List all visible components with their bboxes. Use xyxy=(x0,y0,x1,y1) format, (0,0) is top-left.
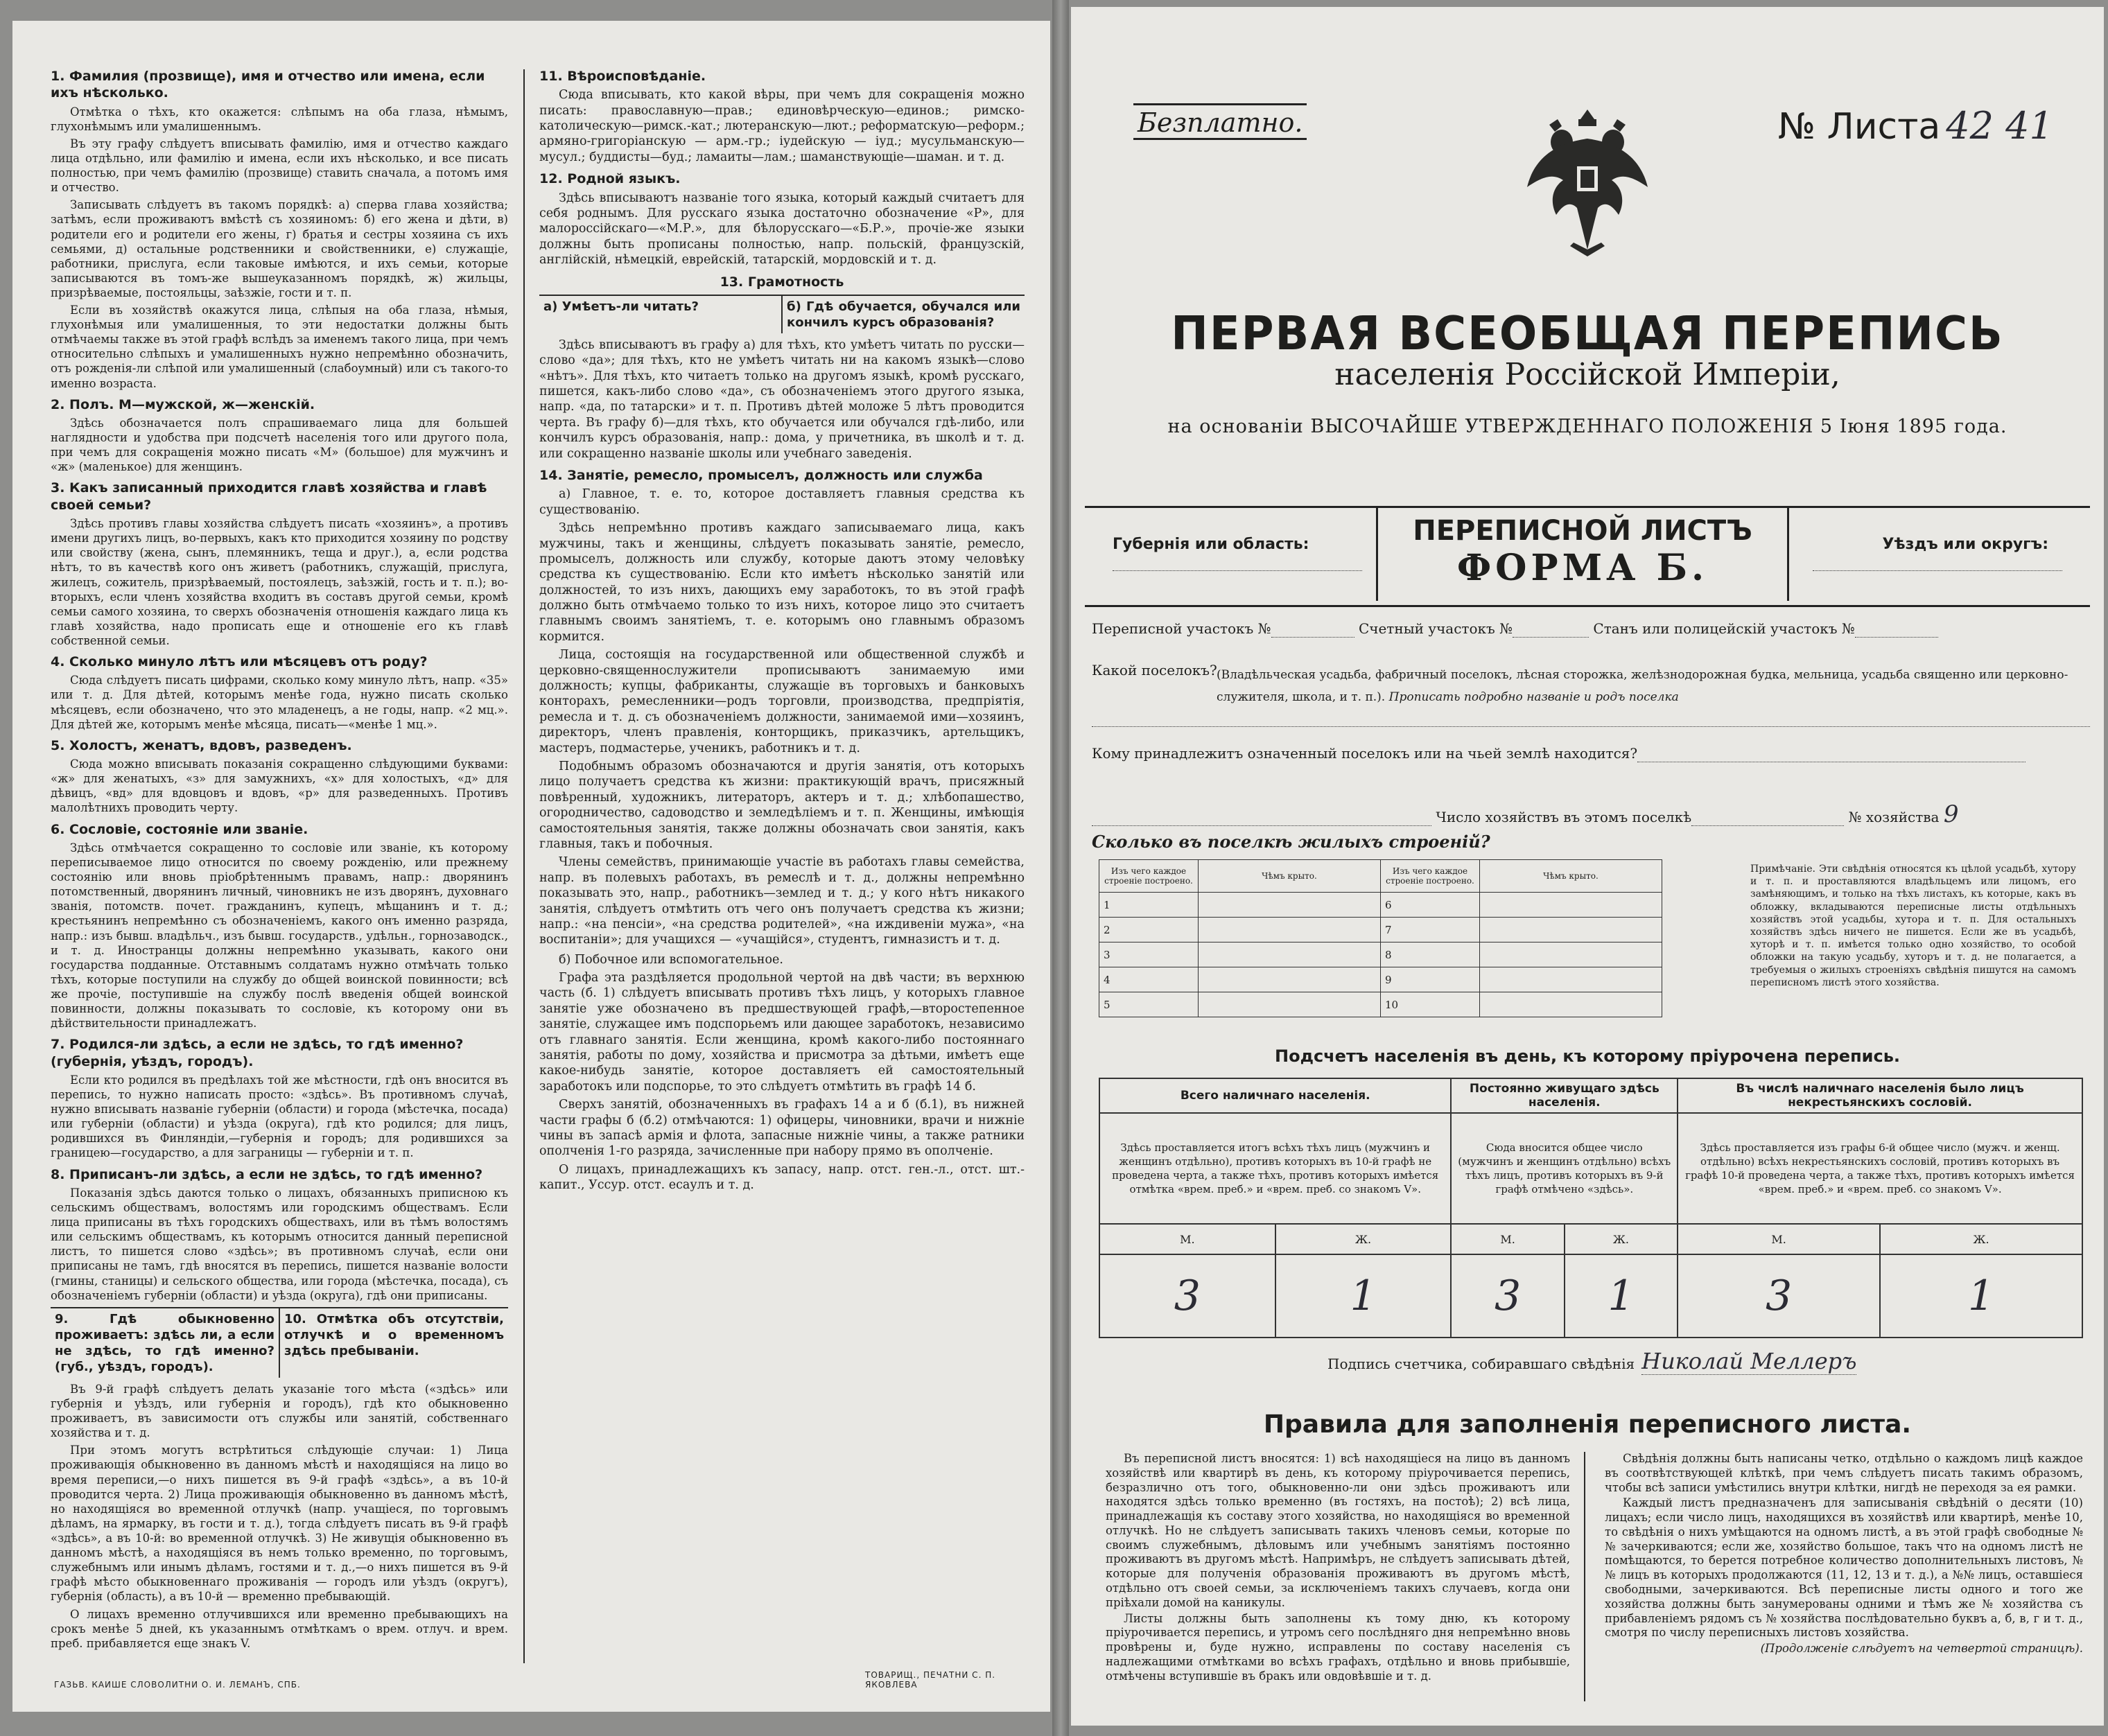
bt-cell[interactable] xyxy=(1480,893,1662,918)
instructions-column-2 xyxy=(539,62,1025,1198)
form-header xyxy=(1085,506,2090,607)
gubernia-field[interactable] xyxy=(1113,570,1362,571)
section-paragraph: Сверхъ занятій, обозначенныхъ въ графахъ 14 а и б (б.1), въ нижней части графы б (б.2) отмѣчаются: 1) офицеры, чиновники, врачи и нижніе чины въ запасѣ армія и флота, запасные нижніе чины, а также ратники ополченія 1-го разряда, зачисленные при набору прямо въ ополченіе. xyxy=(539,1098,1025,1159)
bt-cell[interactable] xyxy=(1199,918,1381,942)
section-paragraph: Здѣсь непремѣнно противъ каждаго записываемаго лица, какъ мужчины, такъ и женщины, слѣдуетъ показывать занятіе, ремесло, промыселъ, должность или службу, которые даютъ этому человѣку средства къ существованію. Если кто имѣетъ нѣсколько занятій или должностей, то изъ нихъ, дающихъ ему заработокъ, то въ этой графѣ должно быть отмѣчаемо только то изъ нихъ, которое лицо это считаетъ главнымъ своимъ занятіемъ, т. е. которымъ оно главнымъ образомъ кормится. xyxy=(539,521,1025,644)
bt-cell[interactable] xyxy=(1199,942,1381,967)
section-title: 12. Родной языкъ. xyxy=(539,171,681,187)
instructions-column-1 xyxy=(51,62,508,1655)
instruction-section xyxy=(539,337,1025,462)
section-paragraph: б) Побочное или вспомогательное. xyxy=(559,952,783,967)
section-title: 14. Занятіе, ремесло, промыселъ, должность или служба xyxy=(539,468,983,484)
bt-row-number: 9 xyxy=(1381,967,1480,992)
section-title: 2. Полъ. М—мужской, ж—женскій. xyxy=(51,396,315,412)
enumerator-signature-row xyxy=(1327,1348,1856,1374)
bt-cell[interactable] xyxy=(1480,967,1662,992)
bt-cell[interactable] xyxy=(1199,992,1381,1017)
section-paragraph: Сюда вписывать, кто какой вѣры, при чемъ для сокращенія можно писать: православную—прав.; единовѣрческую—единов.; римско-католическую—римск.-кат.; лютеранскую—лют.; реформатскую—реформ.; армяно-григоріанскую — арм.-гр.; іудейскую — іуд.; мусульманскую—мусул.; буддисты—буд.; ламаиты—лам.; шаманствующіе—шаман. и т. д. xyxy=(539,88,1025,164)
section-title: 3. Какъ записанный приходится главѣ хозяйства и главѣ своей семьи? xyxy=(51,480,487,513)
households-lead xyxy=(1092,809,1431,826)
section-paragraph: Здѣсь вписываютъ названіе того языка, который каждый считаетъ для себя роднымъ. Для русскаго языка достаточно обозначение «Р», для малороссійскаго—«М.Р.», для бѣлорусскаго—«Б.Р.», прочіе-же языки должны быть прописаны полностью, напр. польскій, французскій, англійскій, нѣмецкій, еврейскій, татарскій, мордовскій и т. д. xyxy=(539,191,1025,268)
form-b-label: ФОРМА Б. xyxy=(1456,547,1709,589)
household-number-handwritten: 9 xyxy=(1943,800,1959,828)
bt-cell[interactable] xyxy=(1480,942,1662,967)
instruction-section xyxy=(51,737,508,816)
bt-row-number: 4 xyxy=(1099,967,1199,992)
households-row xyxy=(1092,800,1958,828)
census-title: ПЕРВАЯ ВСЕОБЩАЯ ПЕРЕПИСЬ xyxy=(1171,307,2004,361)
buildings-note: Примѣчаніе. Эти свѣдѣнія относятся къ цѣлой усадьбѣ, хутору и т. п. и проставляются владѣльцемъ или лицомъ, его замѣняющимъ, и только на тѣхъ листахъ, къ которые, какъ въ обложку, вкладываются переписные листы отдѣльныхъ хозяйствъ этой усадьбы, хутора и т. п. Для остальныхъ хозяйствъ здѣсь ничего не пишется. Если же въ усадьбѣ, хуторѣ и т. п. имѣется только одно хозяйство, то особой обложки на такую усадьбу, хуторъ и т. д. не полагается, а требуемыя о жилыхъ строеніяхъ свѣдѣнія пишутся на самомъ переписномъ листѣ этого хозяйства. xyxy=(1750,863,2076,988)
instruction-section xyxy=(51,1382,508,1651)
section-paragraph: Здѣсь обозначается полъ спрашиваемаго лица для большей наглядности и удобства при подсчетѣ населенія того или другого пола, при чемъ для сокращенія можно писать «М» (большое) для мужчинъ и «ж» (маленькое) для женщинъ. xyxy=(51,417,508,474)
section-title: 8. Приписанъ-ли здѣсь, а если не здѣсь, то гдѣ именно? xyxy=(51,1166,483,1182)
pt-resident-male[interactable]: 3 xyxy=(1451,1254,1564,1338)
section-paragraph: Здѣсь отмѣчается сокращенно то сословіе или званіе, къ которому переписываемое лицо относится по своему рожденію, или прежнему состоянію или вновь пріобрѣтеннымъ правамъ, напр.: дворянинъ потомственный, дворянинъ личный, чиновникъ не изъ дворянъ, духовнаго званія, потомств. почет. гражданинъ, купецъ, мѣщанинъ и т. д.; крестьянинъ непремѣнно съ обозначеніемъ, какого онъ именно разряда, напр.: изъ бывш. владѣльч., изъ бывш. государств., удѣльн., горнозаводск., и т. д. Иностранцы должны непремѣнно указывать, какого они государства подданные. Отставнымъ солдатамъ нужно отмѣчать только тѣхъ, которые поступили на службу до общей воинской повинности; всѣ же прочіе, поступившіе на службу послѣ введенія общей воинской повинности, должны показывать то сословіе, къ которому они въ дѣйствительности принадлежатъ. xyxy=(51,841,508,1031)
bt-material-header: Изъ чего каждое строеніе построено. xyxy=(1099,860,1199,893)
instruction-section xyxy=(539,170,1025,268)
pt-header-nonpeasant: Въ числѣ наличнаго населенія было лицъ некрестьянскихъ сословій. xyxy=(1678,1078,2082,1113)
census-district-label: Переписной участокъ № xyxy=(1092,620,1271,637)
household-number-label: № хозяйства xyxy=(1848,809,1940,825)
section-paragraph: Здѣсь вписываютъ въ графу а) для тѣхъ, кто умѣетъ читать по русски—слово «да»; для тѣхъ, кто не умѣетъ читать ни на какомъ языкѣ—слово «нѣтъ». Для тѣхъ, кто читаетъ только на другомъ языкѣ, кромѣ русскаго, пишется, какъ-либо слово «да», съ обозначеніемъ этого другого языка, напр. «да, по татарски» и т. п. Противъ дѣтей моложе 5 лѣтъ проводится черта. Въ графу б)—для тѣхъ, кто обучается или обучался гдѣ-либо, или кончилъ курсъ образованія, напр.: дома, у причетника, въ школѣ и т. д. или сокращенно названіе школы или учебнаго заведенія. xyxy=(539,337,1025,461)
instruction-section xyxy=(51,654,508,732)
buildings-question: Сколько въ поселкѣ жилыхъ строеній? xyxy=(1092,832,1490,852)
rules-column-left xyxy=(1106,1452,1570,1685)
population-count-table xyxy=(1099,1078,2083,1338)
section-paragraph: Записывать слѣдуетъ въ такомъ порядкѣ: а) сперва глава хозяйства; затѣмъ, если проживаютъ вмѣстѣ съ хозяиномъ: б) его жена и дѣти, в) родители его и родители его жены, г) братья и сестры хозяина съ ихъ семьями, д) остальные родственники и свойственники, е) служащіе, работники, прислуга, если таковые имѣются, и ихъ семьи, которые записываются въ томъ-же вышеуказанномъ порядкѣ, ж) жильцы, призрѣваемые, постояльцы, заѣзжіе, гости и т. п. xyxy=(51,198,508,299)
section-title: 5. Холостъ, женатъ, вдовъ, разведенъ. xyxy=(51,737,352,753)
split-heading-left: 9. Гдѣ обыкновенно проживаетъ: здѣсь ли, а если не здѣсь, то гдѣ именно? (губ., уѣздъ, городъ). xyxy=(55,1311,275,1374)
uezd-label: Уѣздъ или округъ: xyxy=(1882,536,2048,553)
instruction-section xyxy=(51,396,508,475)
rules-paragraph: Каждый листъ предназначенъ для записыванія свѣдѣній о десяти (10) лицахъ; если число лицъ, находящихся въ хозяйствѣ или квартирѣ, менѣе 10, то свѣдѣнія о нихъ умѣщаются на одномъ листѣ, а въ этой графѣ свободные №№ зачеркиваются; если же, хозяйство большое, такъ что на одномъ листѣ не помѣщаются, то берется потребное количество дополнительныхъ листовъ, №№ лицъ въ которыхъ продолжаются (11, 12, 13 и т. д.), а №№ лицъ, оставшіеся свободными, зачеркиваются. Всѣ переписные листы одного и того же хозяйства должны быть занумерованы одними и тѣмъ же № хозяйства съ прибавленіемъ рядомъ съ № хозяйства послѣдовательно буквъ а, б, в, г и т. д., смотря по числу переписныхъ листовъ хозяйства. xyxy=(1605,1496,2083,1640)
section-paragraph: Графа эта раздѣляется продольной чертой на двѣ части; въ верхнюю часть (б. 1) слѣдуетъ вписывать противъ тѣхъ лицъ, у которыхъ главное занятіе уже обозначено въ предшествующей графѣ,—второстепенное занятіе, служащее имъ подспорьемъ или дающее заработокъ, независимо отъ главнаго занятія. Если женщина, кромѣ какого-либо постояннаго занятія, работы по дому, хозяйства и присмотра за дѣтьми, имѣетъ еще какое-нибудь занятіе, которое доставляетъ ей самостоятельный заработокъ или подспорье, то это слѣдуетъ отмѣтить въ графѣ 14 б. xyxy=(539,971,1025,1094)
left-page xyxy=(12,21,1050,1712)
section-paragraph: О лицахъ временно отлучившихся или временно пребывающихъ на срокъ менѣе 5 дней, къ указаннымъ отмѣткамъ о врем. отлуч. и врем. преб. прибавляется еще знакъ V. xyxy=(51,1607,508,1650)
bt-material-header-2: Изъ чего каждое строеніе построено. xyxy=(1381,860,1480,893)
section-paragraph: Если въ хозяйствѣ окажутся лица, слѣпыя на оба глаза, нѣмыя, глухонѣмыя или умалишенныя, то эти недостатки должны быть отмѣчаемы также въ этой графѣ вслѣдъ за именемъ такого лица, при чемъ относительно слѣпыхъ и умалишенныхъ нужно непремѣнно обозначить, отъ рожденія-ли слѣпой или умалишенный (слабоумный) или съ такого-то именно возраста. xyxy=(51,304,508,390)
section-paragraph: Въ 9-й графѣ слѣдуетъ делать указаніе того мѣста («здѣсь» или губернія и уѣздъ, или губернія и городъ), гдѣ кто обыкновенно проживаетъ, въ зависимости отъ службы или занятій, собственнаго хозяйства и т. д. xyxy=(51,1382,508,1440)
pt-zh-label: Ж. xyxy=(1275,1224,1452,1254)
section-paragraph: Сюда слѣдуетъ писать цифрами, сколько кому минуло лѣтъ, напр. «35» или т. д. Для дѣтей, которымъ менѣе года, нужно писать сколько мѣсяцевъ, если обозначено, что это младенецъ, а не годы, напр. «2 мц.». Для дѣтей же, которымъ менѣе мѣсяца, писать—«менѣе 1 мц.». xyxy=(51,674,508,731)
rules-divider xyxy=(1584,1452,1585,1701)
split-heading-left: а) Умѣетъ-ли читать? xyxy=(543,299,699,314)
pt-zh-label: Ж. xyxy=(1565,1224,1678,1254)
count-district-label: Счетный участокъ № xyxy=(1358,620,1513,637)
settlement-field[interactable] xyxy=(1092,726,2090,727)
bt-row-number: 1 xyxy=(1099,893,1199,918)
pt-header-present: Всего наличнаго населенія. xyxy=(1099,1078,1451,1113)
section-title: 6. Сословіе, состояніе или званіе. xyxy=(51,821,308,837)
settlement-hint xyxy=(1217,664,2090,709)
police-district-label: Станъ или полицейскій участокъ № xyxy=(1593,620,1855,637)
instruction-section xyxy=(539,68,1025,165)
instruction-section xyxy=(51,821,508,1031)
enumerator-signature[interactable]: Николай Меллеръ xyxy=(1641,1348,1857,1374)
owner-question: Кому принадлежитъ означенный поселокъ или на чьей землѣ находится? xyxy=(1092,745,1638,762)
pt-text-resident: Сюда вносится общее число (мужчинъ и женщинъ отдѣльно) всѣхъ тѣхъ лицъ, противъ которыхъ въ 9-й графѣ отмѣчено «здѣсь». xyxy=(1451,1113,1678,1224)
section-title: 1. Фамилия (прозвище), имя и отчество или имена, если ихъ нѣсколько. xyxy=(51,69,485,101)
pt-text-present: Здѣсь проставляется итогъ всѣхъ тѣхъ лицъ (мужчинъ и женщинъ отдѣльно), противъ которыхъ въ 10-й графѣ не проведена черта, а также тѣхъ, противъ которыхъ имѣется отмѣтка «врем. преб.» и «врем. преб. со знакомъ V». xyxy=(1099,1113,1451,1224)
buildings-table xyxy=(1099,859,1662,1017)
continued-note: (Продолженіе слѣдуетъ на четвертой страницѣ). xyxy=(1760,1642,2083,1656)
rules-title: Правила для заполненія переписного листа. xyxy=(1263,1410,1912,1439)
signature-label: Подпись счетчика, собиравшаго свѣдѣнія xyxy=(1327,1356,1635,1372)
split-heading-right: б) Гдѣ обучается, обучался или кончилъ курсъ образованія? xyxy=(781,296,1025,333)
uezd-field[interactable] xyxy=(1813,570,2062,571)
pt-text-nonpeasant: Здѣсь проставляется изъ графы 6-й общее число (мужч. и женщ. отдѣльно) всѣхъ некрестьянскихъ сословій, противъ которыхъ въ графѣ 10-й проведена черта, а также тѣхъ, противъ которыхъ имѣется «врем. преб.» и «врем. преб. со знакомъ V». xyxy=(1678,1113,2082,1224)
settlement-hint-2: Прописать подробно названіе и родъ поселка xyxy=(1388,690,1679,705)
instruction-section xyxy=(51,480,508,648)
count-district-field[interactable] xyxy=(1513,620,1589,638)
sheet-number-label: № Листа xyxy=(1778,106,1941,148)
split-heading-right: 10. Отмѣтка объ отсутствіи, отлучкѣ и о временномъ здѣсь пребываніи. xyxy=(279,1308,508,1378)
census-form-page xyxy=(1071,7,2104,1726)
population-count-title: Подсчетъ населенія въ день, къ которому пріурочена перепись. xyxy=(1275,1046,1900,1066)
instruction-section xyxy=(539,952,1025,1193)
section-paragraph: Въ эту графу слѣдуетъ вписывать фамилію, имя и отчество каждаго лица отдѣльно, или фамилію и имена, если ихъ нѣсколько, и все писать полностью, при чемъ фамилію (прозвище) ставить сначала, а потомъ имя и отчество. xyxy=(51,137,508,195)
owner-row xyxy=(1092,745,2026,762)
police-district-field[interactable] xyxy=(1855,620,1938,638)
bt-roof-header: Чѣмъ крыто. xyxy=(1199,860,1381,893)
pt-nonpeasant-female[interactable]: 1 xyxy=(1880,1254,2082,1338)
instruction-section xyxy=(539,274,1025,290)
pt-zh-label: Ж. xyxy=(1880,1224,2082,1254)
form-title-box xyxy=(1376,508,1789,601)
settlement-hint-text: (Владѣльческая усадьба, фабричный поселокъ, лѣсная сторожка, желѣзнодорожная будка, мельница, усадьба священно или церковно-служителя, школа, и т. п.). xyxy=(1217,668,2068,705)
rules-paragraph: Листы должны быть заполнены къ тому дню, къ которому пріурочивается перепись, и утромъ сего послѣдняго дня непремѣнно вновь провѣрены и, буде нужно, исправлены по составу населенія съ надлежащими отмѣтками во всѣхъ графахъ, отдѣльно и вновь прибывшіе, отмѣчены вступившіе въ бракъ или овдовѣвшіе и т. д. xyxy=(1106,1611,1570,1683)
section-paragraph: Сюда можно вписывать показанія сокращенно слѣдующими буквами: «ж» для женатыхъ, «з» для замужнихъ, «х» для холостыхъ, «д» для дѣвицъ, «вд» для вдовцовъ и вдовъ, «р» для разведенныхъ. Противъ малолѣтнихъ проводить черту. xyxy=(51,757,508,815)
section-paragraph: Показанія здѣсь даются только о лицахъ, обязанныхъ приписною къ сельскимъ обществамъ, волостямъ или городскимъ обществамъ. Если лица приписаны въ тѣхъ городскихъ обществахъ, или въ тѣмъ волостямъ или сельскимъ обществамъ, къ которымъ относится данный переписной листъ, то пишется слово «здѣсь»; въ противномъ случаѣ, если они приписаны не тамъ, гдѣ вносятся въ перепись, пишется названіе волости (гмины, станицы) и сельского общества, или города (мѣстечка, посада), съ обозначеніемъ губерніи (области) и уѣзда (округа), гдѣ они приписаны. xyxy=(51,1186,508,1302)
bt-roof-header-2: Чѣмъ крыто. xyxy=(1480,860,1662,893)
bt-cell[interactable] xyxy=(1480,918,1662,942)
census-subtitle: населенія Россійской Имперіи, xyxy=(1334,357,1840,392)
settlement-question: Какой поселокъ? xyxy=(1092,662,1217,678)
instruction-section xyxy=(539,467,1025,948)
pt-resident-female[interactable]: 1 xyxy=(1565,1254,1678,1338)
section-title: 7. Родился-ли здѣсь, а если не здѣсь, то гдѣ именно? (губернія, уѣздъ, городъ). xyxy=(51,1037,464,1069)
bt-cell[interactable] xyxy=(1480,992,1662,1017)
section-paragraph: Члены семействъ, принимающіе участіе въ работахъ главы семейства, напр. въ полевыхъ работахъ, въ ремеслѣ и т. д., должны непремѣнно показывать это, напр., работникъ—землед и т. д.; у кого нѣтъ никакого занятія, слѣдуетъ отмѣтить отъ чего онъ получаетъ средства къ жизни; напр.: «на пенсіи», «на средства родителей», «на иждивеніи мужа», «на воспитаніи»; для учащихся — «учащійся», студентъ, гимназистъ и т. д. xyxy=(539,855,1025,947)
imprint-left: ГАЗЬВ. КАИШЕ СЛОВОЛИТНИ О. И. ЛЕМАНЪ, СПБ. xyxy=(54,1680,301,1690)
owner-field[interactable] xyxy=(1637,745,2026,762)
section-paragraph: Лица, состоящія на государственной или общественной службѣ и церковно-священнослужители прописываютъ занимаемую ими должность; купцы, фабриканты, служащіе въ торговыхъ и банковыхъ конторахъ, ремесленники—родъ торговли, производства, предпріятія, ремесла и т. д. съ обозначеніемъ должности, занимаемой ими—хозяинъ, директоръ, членъ правленія, конторщикъ, приказчикъ, артельщикъ, мастеръ, подмастерье, ученикъ, работникъ и т. д. xyxy=(539,648,1025,755)
census-basis: на основаніи ВЫСОЧАЙШЕ УТВЕРЖДЕННАГО ПОЛОЖЕНІЯ 5 Іюня 1895 года. xyxy=(1167,416,2007,437)
bt-row-number: 10 xyxy=(1381,992,1480,1017)
section-title: 11. Вѣроисповѣданіе. xyxy=(539,69,706,84)
section-title: 13. Грамотность xyxy=(720,274,844,290)
free-label: Безплатно. xyxy=(1133,107,1307,140)
form-title: ПЕРЕПИСНОЙ ЛИСТЪ xyxy=(1413,515,1752,547)
sheet-number xyxy=(1778,104,2053,148)
section-title: 4. Сколько минуло лѣтъ или мѣсяцевъ отъ роду? xyxy=(51,654,428,670)
instruction-section xyxy=(51,68,508,391)
pt-nonpeasant-male[interactable]: 3 xyxy=(1678,1254,1880,1338)
pt-header-resident: Постоянно живущаго здѣсь населенія. xyxy=(1451,1078,1678,1113)
households-field[interactable] xyxy=(1691,809,1844,826)
settlement-row xyxy=(1092,662,1217,678)
bt-row-number: 6 xyxy=(1381,893,1480,918)
district-row xyxy=(1092,620,1938,638)
pt-m-label: М. xyxy=(1099,1224,1275,1254)
pt-present-female[interactable]: 1 xyxy=(1275,1254,1452,1338)
bt-row-number: 3 xyxy=(1099,942,1199,967)
bt-row-number: 7 xyxy=(1381,918,1480,942)
bt-row-number: 8 xyxy=(1381,942,1480,967)
section-paragraph: Подобнымъ образомъ обозначаются и другія занятія, отъ которыхъ лицо получаетъ средства къ жизни: практикующій врачъ, присяжный повѣренный, художникъ, литераторъ, актеръ и т. д.; хлѣбопашество, огородничество, садоводство и земледѣліемъ и т. п. Женщины, имѣющія самостоятельныя занятія, также должны обозначать свои занятія, какъ главныя, такъ и побочныя. xyxy=(539,759,1025,851)
instruction-section xyxy=(51,1036,508,1160)
census-district-field[interactable] xyxy=(1271,620,1354,638)
sheet-number-handwritten: 42 41 xyxy=(1946,104,2053,148)
rules-paragraph: Свѣдѣнія должны быть написаны четко, отдѣльно о каждомъ лицѣ каждое въ соотвѣтствующей клѣткѣ, при чемъ слѣдуетъ писать такимъ образомъ, чтобы всѣ записи умѣстились внутри клѣтки, нигдѣ не переходя за ея рамки. xyxy=(1605,1452,2083,1494)
gubernia-label: Губернія или область: xyxy=(1113,536,1309,553)
book-spine xyxy=(1052,0,1069,1736)
split-heading xyxy=(539,295,1025,333)
rules-paragraph: Въ переписной листъ вносятся: 1) всѣ находящіеся на лицо въ данномъ хозяйствѣ или квартирѣ въ день, къ которому пріурочивается перепись, безразлично отъ того, обыкновенно-ли они здѣсь проживаютъ или находятся здѣсь только временно (въ гостяхъ, на постоѣ); 2) всѣ лица, принадлежащія къ составу этого хозяйства, но находящіяся во временной отлучкѣ. Но не слѣдуетъ записывать такихъ членовъ семьи, которые по своимъ служебнымъ, дѣловымъ или учебнымъ занятіямъ постоянно проживаютъ въ другомъ мѣстѣ. Напримѣръ, не слѣдуетъ записывать дѣтей, которые для полученія образованія проживаютъ въ другомъ мѣстѣ, отдѣльно отъ своей семьи, за исключеніемъ такихъ случаевъ, когда они пріѣхали домой на каникулы. xyxy=(1106,1452,1570,1609)
section-paragraph: Здѣсь противъ главы хозяйства слѣдуетъ писать «хозяинъ», а противъ имени другихъ лицъ, во-первыхъ, какъ кто приходится хозяину по родству или свойству (жена, сынъ, племянникъ, теща и друг.), а, если родства нѣтъ, то въ качествѣ кого онъ живетъ (работникъ, служащій, прислуга, жилецъ, сожитель, призрѣваемый, постоялецъ, заѣзжій, гость и т. п.); во-вторыхъ, если членъ хозяйства входитъ въ составъ другой семьи, кромѣ семьи самого хозяина, то сверхъ обозначенія отношенія каждаго лица къ главѣ хозяйства, надо прописать еще и отношеніе его къ главѣ собственной семьи. xyxy=(51,517,508,647)
pt-present-male[interactable]: 3 xyxy=(1099,1254,1275,1338)
section-paragraph: О лицахъ, принадлежащихъ къ запасу, напр. отст. ген.-л., отст. шт.-капит., Уссур. отст. есаулъ и т. д. xyxy=(539,1162,1025,1193)
double-headed-eagle-emblem xyxy=(1522,104,1653,263)
instruction-section xyxy=(51,1166,508,1303)
split-heading xyxy=(51,1307,508,1378)
section-paragraph: а) Главное, т. е. то, которое доставляетъ главныя средства къ существованію. xyxy=(539,487,1025,517)
bt-cell[interactable] xyxy=(1199,967,1381,992)
pt-m-label: М. xyxy=(1451,1224,1564,1254)
households-label: Число хозяйствъ въ этомъ поселкѣ xyxy=(1436,809,1692,825)
bt-row-number: 2 xyxy=(1099,918,1199,942)
bt-cell[interactable] xyxy=(1199,893,1381,918)
section-paragraph: Отмѣтка о тѣхъ, кто окажется: слѣпымъ на оба глаза, нѣмымъ, глухонѣмымъ или умалишеннымъ. xyxy=(51,105,508,133)
rules-column-right xyxy=(1605,1452,2083,1658)
imprint-right: ТОВАРИЩ., ПЕЧАТНИ С. П. ЯКОВЛЕВА xyxy=(865,1670,996,1690)
section-paragraph: При этомъ могутъ встрѣтиться слѣдующіе случаи: 1) Лица проживающія обыкновенно въ данномъ мѣстѣ и находящіяся на лицо во время переписи,—о нихъ пишется въ 9-й графѣ «здѣсь», а въ 10-й проводится черта. 2) Лица проживающія обыкновенно въ данномъ мѣстѣ, но находящіяся во временной отлучкѣ (напр. учащіеся, по торговымъ дѣламъ, на ярмарку, въ гости и т. д.), тогда слѣдуетъ писать въ 9-й графѣ «здѣсь», а въ 10-й: во временной отлучкѣ. 3) Не живущія обыкновенно въ данномъ мѣстѣ, а находящіяся въ немъ только временно, по торговымъ, служебнымъ или инымъ дѣламъ, гостями и т. д.,—о нихъ пишется въ 9-й графѣ мѣсто обыкновеннаго проживанія — городъ или уѣздъ (округъ), губернія (область), а въ 10-й — временно пребывающій. xyxy=(51,1444,508,1604)
column-divider xyxy=(523,69,525,1663)
section-paragraph: Если кто родился въ предѣлахъ той же мѣстности, гдѣ онъ вносится въ перепись, то нужно написать просто: «здѣсь». Въ противномъ случаѣ, нужно вписывать названіе губерніи (области) и города (мѣстечка, посада) или губерніи (области) и уѣзда (округа), гдѣ кто родился; для лицъ, родившихся въ Финляндіи,—губернія и городъ; для родившихся за границею—государство, а для заграницы — губерніи и т. п. xyxy=(51,1073,508,1160)
bt-row-number: 5 xyxy=(1099,992,1199,1017)
pt-m-label: М. xyxy=(1678,1224,1880,1254)
